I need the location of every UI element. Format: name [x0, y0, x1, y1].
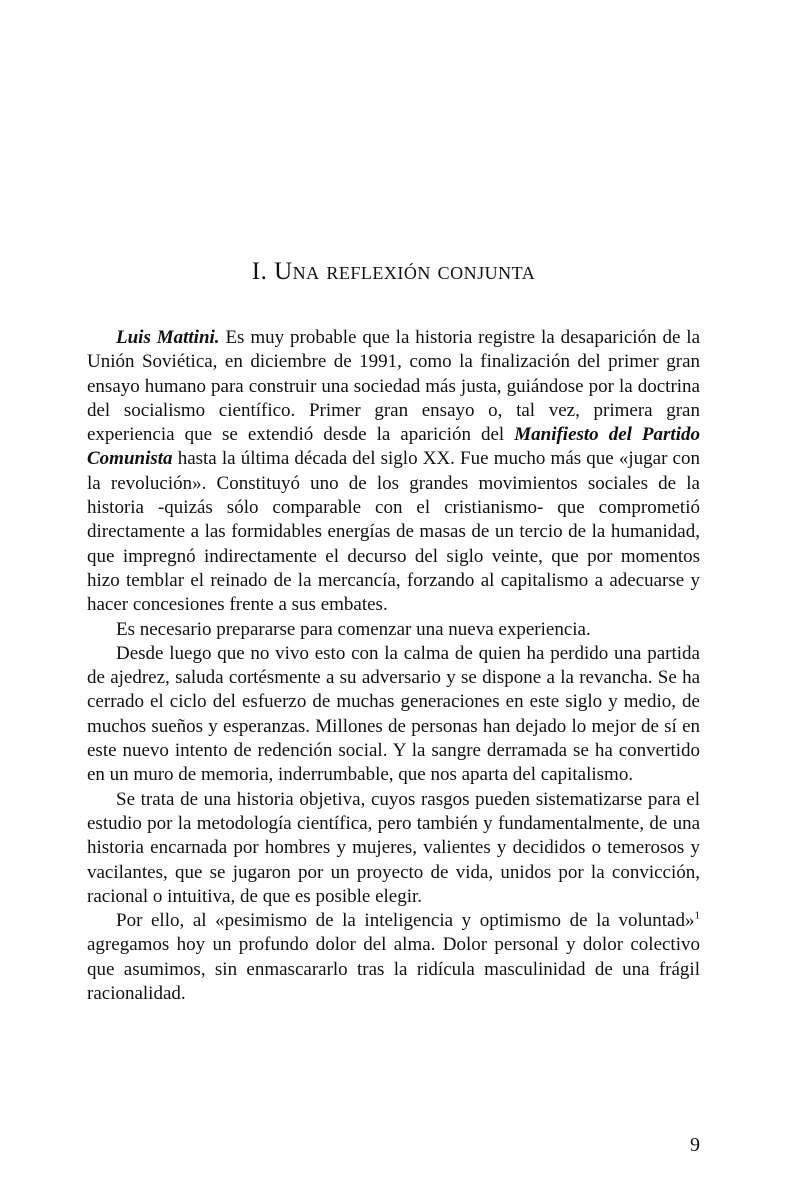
page-number: 9: [690, 1134, 700, 1156]
book-page: [87, 0, 700, 1194]
paragraph-4: Se trata de una historia objetiva, cuyos rasgos pueden sistematizarse para el estudio por la metodología científica, pero también y fundamentalmente, de una historia encarnada por hombres y mujeres, valientes y decididos o temerosos y vacilantes, que se jugaron por un proyecto de vida, unidos por la convicción, racional o intuitiva, de que es posible elegir.: [87, 788, 700, 907]
book-title-reference: Manifiesto del Partido Comunista: [87, 424, 700, 470]
paragraph-1-text-a: Es muy probable que la historia registre la desaparición de la Unión Soviética, en diciembre de 1991, como la finalización del primer gran ensayo humano para construir una sociedad más justa, guiándose por la doctrina del socialismo científico. Primer gran ensayo o, tal vez, primera gran experiencia que se extendió desde la aparición del: [87, 327, 701, 446]
footnote-marker: 1: [694, 909, 700, 922]
paragraph-3: Desde luego que no vivo esto con la calma de quien ha perdido una partida de ajedrez, saluda cortésmente a su adversario y se dispone a la revancha. Se ha cerrado el ciclo del esfuerzo de muchas generaciones en este siglo y medio, de muchos sueños y esperanzas. Millones de personas han dejado lo mejor de sí en este nuevo intento de redención social. Y la sangre derramada se ha convertido en un muro de memoria, inderrumbable, que nos aparta del capitalismo.: [87, 642, 700, 786]
paragraph-2: Es necesario prepararse para comenzar una nueva experiencia.: [116, 618, 591, 640]
paragraph-5: [87, 909, 700, 1006]
body-text: [87, 326, 700, 1006]
chapter-title: I. Una reflexión conjunta: [251, 258, 536, 285]
paragraph-5-text-b: agregamos hoy un profundo dolor del alma. Dolor personal y dolor colectivo que asumimos, sin enmascararlo tras la ridícula masculinidad de una frágil racionalidad.: [87, 934, 700, 1005]
author-name: Luis Mattini.: [116, 327, 220, 348]
paragraph-5-text-a: Por ello, al «pesimismo de la inteligencia y optimismo de la voluntad»: [116, 910, 695, 932]
paragraph-1: [87, 326, 700, 618]
paragraph-1-text-b: hasta la última década del siglo XX. Fue mucho más que «jugar con la revolución». Constituyó uno de los grandes movimientos sociales de la historia -quizás sólo comparable con el cristianismo- que comprometió directamente a las formidables energías de masas de un tercio de la humanidad, que impregnó indirectamente el decurso del siglo veinte, que por momentos hizo temblar el reinado de la mercancía, forzando al capitalismo a adecuarse y hacer concesiones frente a sus embates.: [87, 448, 700, 616]
